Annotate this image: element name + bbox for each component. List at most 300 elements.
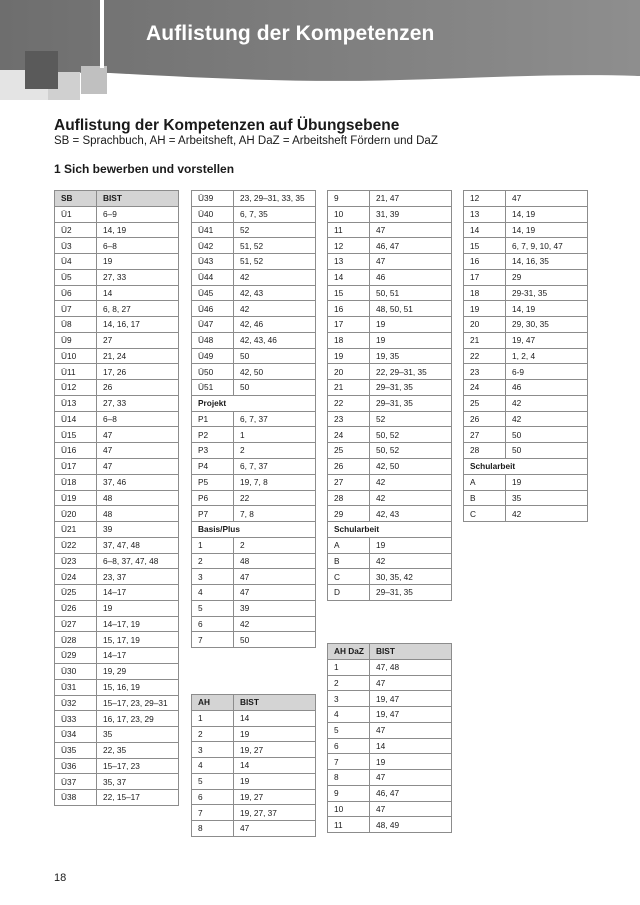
table-row xyxy=(328,254,452,270)
bist-cell: 19 xyxy=(370,332,452,348)
banner-title: Auflistung der Kompetenzen xyxy=(146,22,435,45)
exercise-cell: Ü49 xyxy=(192,348,234,364)
table-subheading-row xyxy=(192,522,316,538)
table-row xyxy=(328,537,452,553)
bist-cell: 42 xyxy=(234,301,316,317)
bist-cell: 6, 7, 37 xyxy=(234,411,316,427)
exercise-cell: Ü9 xyxy=(55,332,97,348)
table-row xyxy=(328,364,452,380)
table-row xyxy=(192,600,316,616)
table-row xyxy=(464,395,588,411)
table-row xyxy=(192,332,316,348)
exercise-cell: 5 xyxy=(328,722,370,738)
bist-cell: 29–31, 35 xyxy=(370,395,452,411)
exercise-cell: 4 xyxy=(192,758,234,774)
bist-cell: 39 xyxy=(97,522,179,538)
table-row xyxy=(55,774,179,790)
exercise-cell: 27 xyxy=(464,427,506,443)
bist-cell: 29-31, 35 xyxy=(506,285,588,301)
exercise-cell: Ü22 xyxy=(55,537,97,553)
bist-cell: 51, 52 xyxy=(234,254,316,270)
bist-cell: 50 xyxy=(506,443,588,459)
bist-cell: 19 xyxy=(97,254,179,270)
table-row xyxy=(192,191,316,207)
table-row xyxy=(464,380,588,396)
table-row xyxy=(192,285,316,301)
bist-cell: 47 xyxy=(370,222,452,238)
header-banner xyxy=(0,0,640,100)
bist-cell: 42 xyxy=(506,411,588,427)
exercise-cell: Ü44 xyxy=(192,269,234,285)
table-row xyxy=(192,773,316,789)
table-row xyxy=(464,254,588,270)
table-row xyxy=(328,443,452,459)
bist-cell: 47 xyxy=(234,569,316,585)
exercise-cell: Projekt xyxy=(192,395,316,411)
exercise-cell: Schularbeit xyxy=(464,459,588,475)
exercise-cell: Ü35 xyxy=(55,742,97,758)
table-row xyxy=(192,821,316,837)
bist-cell: 29–31, 35 xyxy=(370,585,452,601)
bist-cell: 50 xyxy=(234,348,316,364)
exercise-cell: Ü6 xyxy=(55,285,97,301)
exercise-cell: Ü37 xyxy=(55,774,97,790)
table-row xyxy=(192,585,316,601)
bist-cell: 47 xyxy=(370,254,452,270)
bist-cell: 52 xyxy=(234,222,316,238)
bist-cell: 42 xyxy=(370,490,452,506)
bist-cell: 14–17, 19 xyxy=(97,616,179,632)
exercise-cell: B xyxy=(328,553,370,569)
table-row xyxy=(55,238,179,254)
exercise-cell: SB xyxy=(55,191,97,207)
bist-cell: 42, 50 xyxy=(234,364,316,380)
table-row xyxy=(328,301,452,317)
exercise-cell: 2 xyxy=(192,553,234,569)
bist-cell: 6, 7, 37 xyxy=(234,459,316,475)
table-row xyxy=(464,474,588,490)
bist-cell: 48 xyxy=(97,506,179,522)
table-row xyxy=(192,742,316,758)
bist-cell: 42 xyxy=(234,616,316,632)
exercise-cell: Ü1 xyxy=(55,206,97,222)
exercise-cell: 24 xyxy=(328,427,370,443)
bist-cell: 7, 8 xyxy=(234,506,316,522)
exercise-cell: Ü19 xyxy=(55,490,97,506)
bist-cell: 46 xyxy=(370,269,452,285)
bist-cell: 47 xyxy=(97,443,179,459)
bist-cell: 17, 26 xyxy=(97,364,179,380)
exercise-cell: 7 xyxy=(192,632,234,648)
exercise-cell: Ü8 xyxy=(55,317,97,333)
bist-cell: 47 xyxy=(370,801,452,817)
exercise-cell: 1 xyxy=(192,537,234,553)
section-title: 1 Sich bewerben und vorstellen xyxy=(54,162,235,176)
exercise-cell: 1 xyxy=(192,710,234,726)
exercise-cell: 9 xyxy=(328,785,370,801)
exercise-cell: Ü14 xyxy=(55,411,97,427)
table-row xyxy=(192,789,316,805)
exercise-cell: Ü12 xyxy=(55,380,97,396)
table-row xyxy=(464,364,588,380)
exercise-cell: Ü18 xyxy=(55,474,97,490)
exercise-cell: Ü16 xyxy=(55,443,97,459)
table-row xyxy=(192,222,316,238)
table-row xyxy=(55,427,179,443)
exercise-cell: Ü51 xyxy=(192,380,234,396)
table-row xyxy=(328,553,452,569)
table-row xyxy=(328,427,452,443)
table-row xyxy=(328,506,452,522)
exercise-cell: 23 xyxy=(464,364,506,380)
exercise-cell: A xyxy=(328,537,370,553)
exercise-cell: Ü23 xyxy=(55,553,97,569)
table-row xyxy=(55,727,179,743)
bist-cell: 27, 33 xyxy=(97,395,179,411)
exercise-cell: 5 xyxy=(192,773,234,789)
exercise-cell: Ü27 xyxy=(55,616,97,632)
exercise-cell: 14 xyxy=(464,222,506,238)
table-row xyxy=(192,411,316,427)
exercise-cell: Ü29 xyxy=(55,648,97,664)
table-row xyxy=(192,238,316,254)
table-row xyxy=(192,490,316,506)
competence-table-sb xyxy=(54,190,179,806)
exercise-cell: Ü4 xyxy=(55,254,97,270)
exercise-cell: P4 xyxy=(192,459,234,475)
exercise-cell: Ü34 xyxy=(55,727,97,743)
table-row xyxy=(328,707,452,723)
exercise-cell: 15 xyxy=(464,238,506,254)
exercise-cell: 10 xyxy=(328,206,370,222)
table-row xyxy=(192,553,316,569)
bist-cell: 6–9 xyxy=(97,206,179,222)
bist-cell: 14, 19 xyxy=(97,222,179,238)
table-row xyxy=(328,659,452,675)
exercise-cell: Ü21 xyxy=(55,522,97,538)
table-row xyxy=(55,790,179,806)
table-row xyxy=(192,459,316,475)
bist-cell: 6, 7, 9, 10, 47 xyxy=(506,238,588,254)
exercise-cell: 7 xyxy=(328,754,370,770)
exercise-cell: 16 xyxy=(328,301,370,317)
bist-cell: 48, 50, 51 xyxy=(370,301,452,317)
exercise-cell: Ü20 xyxy=(55,506,97,522)
exercise-cell: 13 xyxy=(328,254,370,270)
table-row xyxy=(192,805,316,821)
exercise-cell: 4 xyxy=(328,707,370,723)
exercise-cell: 14 xyxy=(328,269,370,285)
exercise-cell: Ü28 xyxy=(55,632,97,648)
bist-cell: 6–8 xyxy=(97,238,179,254)
table-row xyxy=(328,317,452,333)
bist-cell: 16, 17, 23, 29 xyxy=(97,711,179,727)
exercise-cell: 28 xyxy=(328,490,370,506)
exercise-cell: 5 xyxy=(192,600,234,616)
exercise-cell: Ü5 xyxy=(55,269,97,285)
bist-cell: 35, 37 xyxy=(97,774,179,790)
exercise-cell: Ü41 xyxy=(192,222,234,238)
bist-cell: 14 xyxy=(370,738,452,754)
exercise-cell: Ü25 xyxy=(55,585,97,601)
exercise-cell: P3 xyxy=(192,443,234,459)
exercise-cell: AH DaZ xyxy=(328,644,370,660)
bist-cell: 19, 27 xyxy=(234,789,316,805)
exercise-cell: 21 xyxy=(464,332,506,348)
table-row xyxy=(328,206,452,222)
table-row xyxy=(192,364,316,380)
table-row xyxy=(328,490,452,506)
bist-cell: 39 xyxy=(234,600,316,616)
exercise-cell: 6 xyxy=(192,616,234,632)
bist-cell: 2 xyxy=(234,537,316,553)
bist-cell: 19 xyxy=(370,754,452,770)
table-header-row xyxy=(328,644,452,660)
exercise-cell: Ü47 xyxy=(192,317,234,333)
table-row xyxy=(328,285,452,301)
table-subheading-row xyxy=(192,395,316,411)
exercise-cell: 16 xyxy=(464,254,506,270)
bist-cell: 14 xyxy=(97,285,179,301)
table-row xyxy=(55,585,179,601)
exercise-cell: P5 xyxy=(192,474,234,490)
bist-cell: 19 xyxy=(370,537,452,553)
exercise-cell: 28 xyxy=(464,443,506,459)
bist-cell: 47 xyxy=(97,427,179,443)
table-row xyxy=(464,269,588,285)
exercise-cell: 1 xyxy=(328,659,370,675)
exercise-cell: 11 xyxy=(328,817,370,833)
exercise-cell: Ü24 xyxy=(55,569,97,585)
table-row xyxy=(55,380,179,396)
table-row xyxy=(328,380,452,396)
table-row xyxy=(328,569,452,585)
bist-cell: 35 xyxy=(97,727,179,743)
exercise-cell: Ü50 xyxy=(192,364,234,380)
bist-cell: BIST xyxy=(97,191,179,207)
table-row xyxy=(192,269,316,285)
table-row xyxy=(464,191,588,207)
exercise-cell: 29 xyxy=(328,506,370,522)
bist-cell: 19 xyxy=(234,773,316,789)
bist-cell: 19 xyxy=(97,600,179,616)
table-row xyxy=(464,206,588,222)
table-row xyxy=(464,285,588,301)
bist-cell: 29, 30, 35 xyxy=(506,317,588,333)
table-row xyxy=(328,238,452,254)
table-row xyxy=(464,443,588,459)
table-row xyxy=(192,758,316,774)
table-row xyxy=(464,506,588,522)
table-row xyxy=(328,332,452,348)
exercise-cell: Ü3 xyxy=(55,238,97,254)
table-row xyxy=(55,742,179,758)
table-row xyxy=(55,443,179,459)
bist-cell: 46, 47 xyxy=(370,785,452,801)
exercise-cell: 3 xyxy=(192,742,234,758)
bist-cell: 47 xyxy=(370,722,452,738)
bist-cell: 22, 35 xyxy=(97,742,179,758)
bist-cell: 19, 35 xyxy=(370,348,452,364)
exercise-cell: A xyxy=(464,474,506,490)
exercise-cell: C xyxy=(328,569,370,585)
exercise-cell: 15 xyxy=(328,285,370,301)
table-subheading-row xyxy=(464,459,588,475)
table-row xyxy=(55,600,179,616)
bist-cell: 29–31, 35 xyxy=(370,380,452,396)
exercise-cell: Ü38 xyxy=(55,790,97,806)
table-row xyxy=(464,348,588,364)
exercise-cell: D xyxy=(328,585,370,601)
exercise-cell: Ü10 xyxy=(55,348,97,364)
bist-cell: 19, 7, 8 xyxy=(234,474,316,490)
exercise-cell: 17 xyxy=(328,317,370,333)
table-row xyxy=(464,427,588,443)
table-row xyxy=(192,474,316,490)
table-row xyxy=(328,770,452,786)
bist-cell: 19 xyxy=(506,474,588,490)
table-row xyxy=(328,459,452,475)
exercise-cell: 19 xyxy=(464,301,506,317)
bist-cell: 14, 16, 35 xyxy=(506,254,588,270)
exercise-cell: 22 xyxy=(328,395,370,411)
exercise-cell: Ü13 xyxy=(55,395,97,411)
exercise-cell: Ü43 xyxy=(192,254,234,270)
table-row xyxy=(55,285,179,301)
bist-cell: 19 xyxy=(370,317,452,333)
table-row xyxy=(55,317,179,333)
table-header-row xyxy=(192,695,316,711)
bist-cell: 15–17, 23 xyxy=(97,758,179,774)
bist-cell: 22, 15–17 xyxy=(97,790,179,806)
exercise-cell: Ü11 xyxy=(55,364,97,380)
exercise-cell: 21 xyxy=(328,380,370,396)
bist-cell: 47 xyxy=(234,821,316,837)
table-row xyxy=(328,675,452,691)
exercise-cell: Ü36 xyxy=(55,758,97,774)
table-row xyxy=(55,537,179,553)
exercise-cell: 3 xyxy=(328,691,370,707)
bist-cell: 21, 47 xyxy=(370,191,452,207)
table-row xyxy=(55,648,179,664)
bist-cell: 14, 19 xyxy=(506,206,588,222)
exercise-cell: 20 xyxy=(328,364,370,380)
bist-cell: 29 xyxy=(506,269,588,285)
exercise-cell: Ü45 xyxy=(192,285,234,301)
table-row xyxy=(328,585,452,601)
table-row xyxy=(328,722,452,738)
exercise-cell: 19 xyxy=(328,348,370,364)
table-row xyxy=(192,254,316,270)
bist-cell: 42, 43 xyxy=(234,285,316,301)
exercise-cell: Basis/Plus xyxy=(192,522,316,538)
exercise-cell: B xyxy=(464,490,506,506)
bist-cell: 19, 29 xyxy=(97,663,179,679)
table-row xyxy=(328,738,452,754)
table-row xyxy=(55,269,179,285)
exercise-cell: Ü7 xyxy=(55,301,97,317)
bist-cell: BIST xyxy=(370,644,452,660)
exercise-cell: 27 xyxy=(328,474,370,490)
competence-table-ah xyxy=(191,694,316,837)
table-row xyxy=(55,301,179,317)
bist-cell: 50 xyxy=(506,427,588,443)
table-row xyxy=(192,380,316,396)
table-row xyxy=(328,785,452,801)
exercise-cell: Ü17 xyxy=(55,459,97,475)
table-row xyxy=(55,348,179,364)
bist-cell: 19, 27, 37 xyxy=(234,805,316,821)
bist-cell: 50 xyxy=(234,380,316,396)
exercise-cell: 2 xyxy=(328,675,370,691)
table-row xyxy=(192,616,316,632)
exercise-cell: Ü15 xyxy=(55,427,97,443)
bist-cell: 19, 47 xyxy=(370,691,452,707)
bist-cell: 23, 37 xyxy=(97,569,179,585)
table-row xyxy=(55,474,179,490)
bist-cell: 47 xyxy=(506,191,588,207)
bist-cell: 26 xyxy=(97,380,179,396)
table-row xyxy=(464,222,588,238)
table-row xyxy=(55,395,179,411)
bist-cell: 47 xyxy=(234,585,316,601)
table-row xyxy=(55,663,179,679)
table-row xyxy=(464,317,588,333)
bist-cell: 48 xyxy=(97,490,179,506)
table-header-row xyxy=(55,191,179,207)
bist-cell: 51, 52 xyxy=(234,238,316,254)
table-row xyxy=(192,348,316,364)
bist-cell: 15–17, 23, 29–31 xyxy=(97,695,179,711)
bist-cell: 50, 51 xyxy=(370,285,452,301)
exercise-cell: Ü42 xyxy=(192,238,234,254)
page-heading: Auflistung der Kompetenzen auf Übungsebene xyxy=(54,117,400,134)
exercise-cell: 11 xyxy=(328,222,370,238)
exercise-cell: Ü30 xyxy=(55,663,97,679)
bist-cell: 42 xyxy=(506,395,588,411)
exercise-cell: 26 xyxy=(464,411,506,427)
table-row xyxy=(55,506,179,522)
exercise-cell: Ü48 xyxy=(192,332,234,348)
bist-cell: 42 xyxy=(506,506,588,522)
table-row xyxy=(55,206,179,222)
exercise-cell: 8 xyxy=(192,821,234,837)
table-row xyxy=(192,427,316,443)
bist-cell: 42 xyxy=(370,553,452,569)
table-row xyxy=(192,506,316,522)
table-row xyxy=(328,474,452,490)
table-row xyxy=(55,522,179,538)
exercise-cell: C xyxy=(464,506,506,522)
exercise-cell: 26 xyxy=(328,459,370,475)
bist-cell: 37, 47, 48 xyxy=(97,537,179,553)
banner-graphic xyxy=(0,0,640,100)
exercise-cell: 20 xyxy=(464,317,506,333)
bist-cell: 42, 43 xyxy=(370,506,452,522)
bist-cell: 14, 16, 17 xyxy=(97,317,179,333)
table-row xyxy=(464,411,588,427)
table-row xyxy=(328,395,452,411)
table-subheading-row xyxy=(328,522,452,538)
bist-cell: 14–17 xyxy=(97,648,179,664)
table-row xyxy=(55,490,179,506)
bist-cell: 1 xyxy=(234,427,316,443)
table-row xyxy=(328,817,452,833)
exercise-cell: 25 xyxy=(328,443,370,459)
bist-cell: 27 xyxy=(97,332,179,348)
table-row xyxy=(192,301,316,317)
exercise-cell: 9 xyxy=(328,191,370,207)
